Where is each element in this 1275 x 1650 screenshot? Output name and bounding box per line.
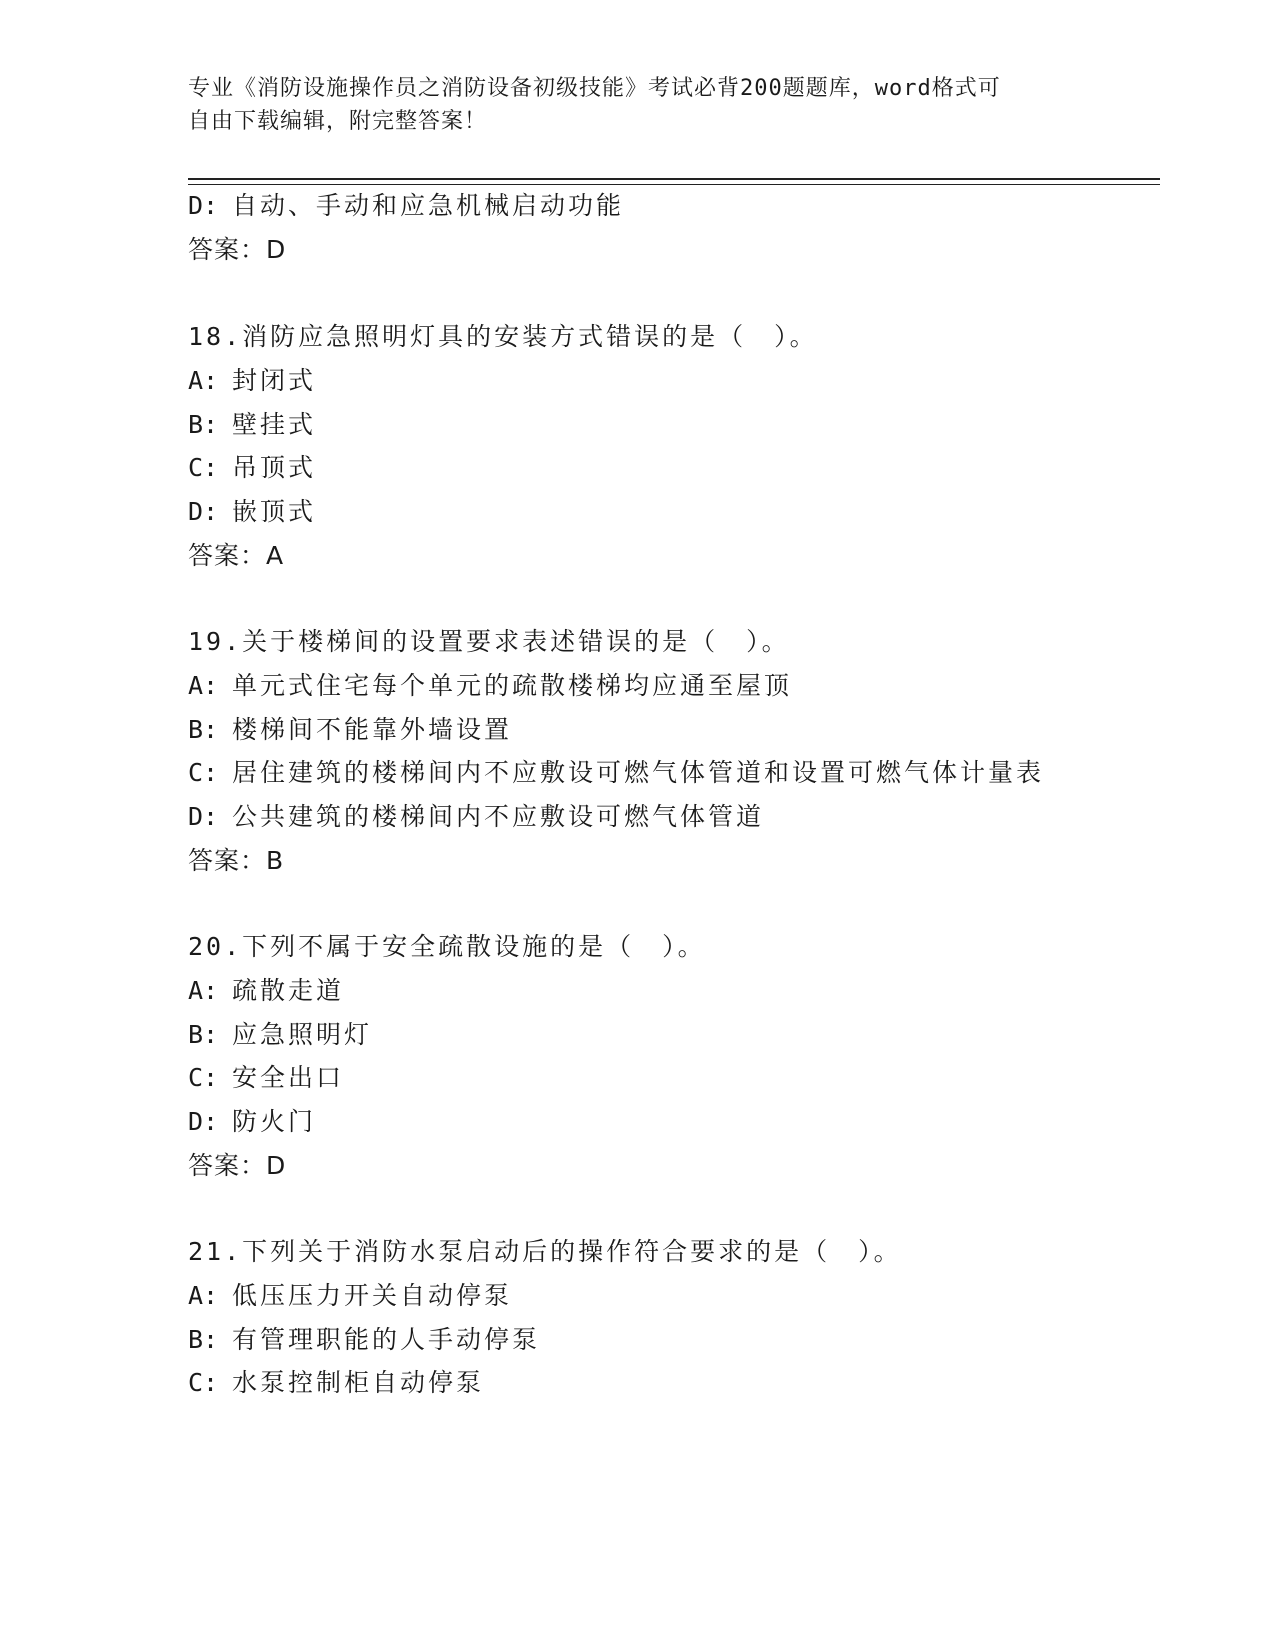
q18-option-a — [188, 365, 316, 397]
option-text: 公共建筑的楼梯间内不应敷设可燃气体管道 — [232, 802, 765, 831]
header-rule-thick — [188, 178, 1160, 180]
option-letter: A: — [188, 1281, 219, 1310]
header-rule-thin — [188, 184, 1160, 185]
q20-answer: 答案：D — [188, 1151, 287, 1180]
option-text: 居住建筑的楼梯间内不应敷设可燃气体管道和设置可燃气体计量表 — [232, 758, 1045, 787]
option-text: 嵌顶式 — [232, 497, 317, 526]
q18-stem: 18.消防应急照明灯具的安装方式错误的是（ ）。 — [188, 322, 818, 351]
option-letter: D: — [188, 802, 219, 831]
q21-option-c — [188, 1367, 484, 1399]
option-text: 壁挂式 — [232, 410, 317, 439]
option-letter: B: — [188, 1325, 219, 1354]
q19-stem: 19.关于楼梯间的设置要求表述错误的是（ ）。 — [188, 627, 790, 656]
option-text: 低压压力开关自动停泵 — [232, 1281, 513, 1310]
option-text: 封闭式 — [232, 366, 317, 395]
q20-option-b — [188, 1019, 372, 1051]
q18-option-c — [188, 452, 316, 484]
q20-stem: 20.下列不属于安全疏散设施的是（ ）。 — [188, 932, 706, 961]
option-text: 水泵控制柜自动停泵 — [232, 1368, 485, 1397]
q18-answer: 答案：A — [188, 541, 285, 570]
option-letter: D: — [188, 497, 219, 526]
option-text: 吊顶式 — [232, 453, 317, 482]
option-text: 自动、手动和应急机械启动功能 — [232, 191, 625, 220]
q18-option-d — [188, 496, 316, 528]
q20-option-a — [188, 975, 344, 1007]
q20-option-d — [188, 1106, 316, 1138]
option-text: 疏散走道 — [232, 976, 345, 1005]
document-header — [188, 72, 1088, 138]
q21-stem: 21.下列关于消防水泵启动后的操作符合要求的是（ ）。 — [188, 1237, 902, 1266]
prev-answer: 答案：D — [188, 235, 287, 264]
option-letter: A: — [188, 366, 219, 395]
option-text: 有管理职能的人手动停泵 — [232, 1325, 541, 1354]
q19-option-b — [188, 714, 512, 746]
q19-answer: 答案：B — [188, 846, 285, 875]
q18-option-b — [188, 409, 316, 441]
q21-option-b — [188, 1324, 540, 1356]
header-line-2: 自由下载编辑，附完整答案！ — [188, 109, 488, 134]
option-text: 楼梯间不能靠外墙设置 — [232, 715, 513, 744]
q19-option-a — [188, 670, 792, 702]
option-letter: D: — [188, 191, 219, 220]
option-text: 安全出口 — [232, 1063, 345, 1092]
option-text: 单元式住宅每个单元的疏散楼梯均应通至屋顶 — [232, 671, 793, 700]
option-letter: B: — [188, 715, 219, 744]
prev-option-d — [188, 190, 624, 222]
q20-option-c — [188, 1062, 344, 1094]
q19-option-d — [188, 801, 764, 833]
option-letter: A: — [188, 976, 219, 1005]
q19-option-c — [188, 757, 1044, 789]
option-letter: B: — [188, 410, 219, 439]
option-text: 防火门 — [232, 1107, 317, 1136]
option-letter: B: — [188, 1020, 219, 1049]
option-letter: D: — [188, 1107, 219, 1136]
option-letter: A: — [188, 671, 219, 700]
option-letter: C: — [188, 1368, 219, 1397]
option-letter: C: — [188, 758, 219, 787]
option-letter: C: — [188, 453, 219, 482]
q21-option-a — [188, 1280, 512, 1312]
header-line-1: 专业《消防设施操作员之消防设备初级技能》考试必背200题题库，word格式可 — [188, 76, 1001, 101]
option-text: 应急照明灯 — [232, 1020, 373, 1049]
option-letter: C: — [188, 1063, 219, 1092]
